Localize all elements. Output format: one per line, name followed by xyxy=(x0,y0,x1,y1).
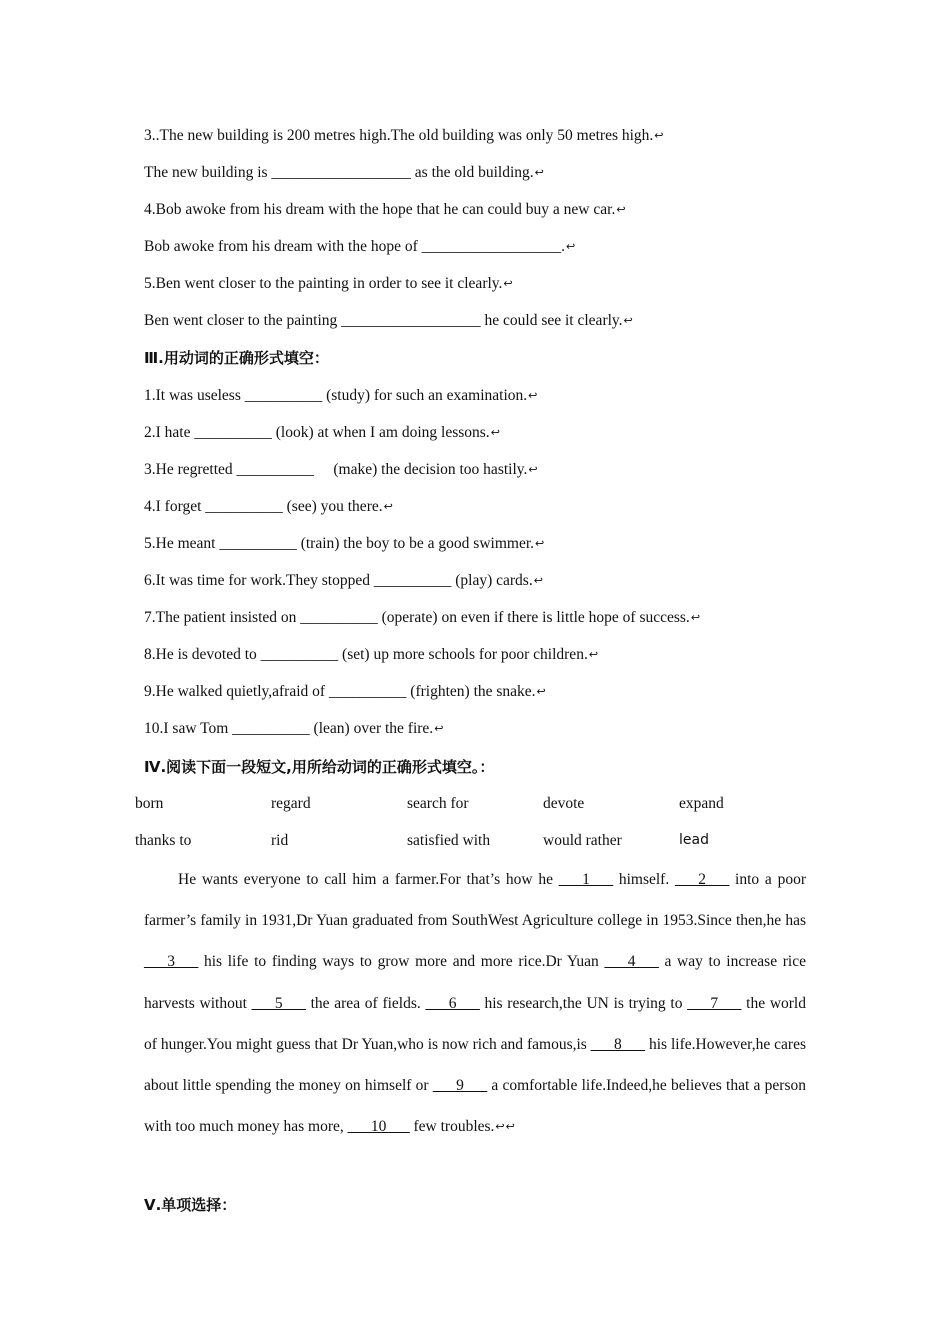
word-bank-item: would rather xyxy=(543,832,622,849)
paragraph-mark-icon: ↩ xyxy=(503,277,513,290)
verb-item-9: 9.He walked quietly,afraid of __________ (frighten) the snake.↩ xyxy=(144,683,546,700)
section-heading-5: Ⅴ.单项选择： xyxy=(144,1196,237,1214)
paragraph-mark-icon: ↩ xyxy=(383,500,393,513)
verb-item-2: 2.I hate __________ (look) at when I am doing lessons.↩ xyxy=(144,424,500,441)
verb-item-1: 1.It was useless __________ (study) for such an examination.↩ xyxy=(144,387,538,404)
cloze-blank-3[interactable]: ___3___ xyxy=(144,953,199,971)
cloze-passage: He wants everyone to call him a farmer.For that’s how he ___1___ himself. ___2___ into a poor farmer’s family in 1931,Dr Yuan graduated from SouthWest Agriculture college in 1953.Since then,he has ___3___ his life to finding ways to grow more and more rice.Dr Yuan ___4___ a way to increase rice harvests without ___5___ the area of fields. ___6___ his research,the UN is trying to ___7___ the world of hunger.You might guess that Dr Yuan,who is now rich and famous,is ___8___ his life.However,he cares about little spending the money on himself or ___9___ a comfortable life.Indeed,he believes that a person with too much money has more, ___10___ few troubles.↩↩ xyxy=(144,859,806,1147)
rewrite-item-5: 5.Ben went closer to the painting in order to see it clearly.↩ xyxy=(144,275,513,292)
paragraph-mark-icon: ↩ xyxy=(533,574,543,587)
cloze-blank-1[interactable]: ___1___ xyxy=(558,871,614,888)
word-bank-item: rid xyxy=(271,832,289,849)
section-heading-3: Ⅲ.用动词的正确形式填空： xyxy=(144,349,329,367)
cloze-blank-8[interactable]: ___8___ xyxy=(590,1035,646,1053)
cloze-blank-10[interactable]: ___10___ xyxy=(347,1118,410,1136)
paragraph-mark-icon: ↩ xyxy=(434,722,444,735)
rewrite-item-4: 4.Bob awoke from his dream with the hope that he can could buy a new car.↩ xyxy=(144,201,626,218)
verb-item-3: 3.He regretted __________ (make) the decision too hastily.↩ xyxy=(144,461,538,478)
word-bank-item: regard xyxy=(271,795,311,812)
rewrite-item-3-answer: The new building is __________________ as the old building.↩ xyxy=(144,164,544,181)
verb-item-10: 10.I saw Tom __________ (lean) over the fire.↩ xyxy=(144,720,444,737)
section-heading-4: Ⅳ.阅读下面一段短文,用所给动词的正确形式填空。： xyxy=(144,758,495,776)
word-bank-item: lead xyxy=(679,832,709,848)
word-bank-item: devote xyxy=(543,795,585,812)
paragraph-mark-icon: ↩ xyxy=(528,463,538,476)
word-bank-item: search for xyxy=(407,795,469,812)
paragraph-mark-icon: ↩ xyxy=(534,166,544,179)
paragraph-mark-icon: ↩ xyxy=(536,685,546,698)
word-bank-item: expand xyxy=(679,795,724,812)
rewrite-item-4-answer: Bob awoke from his dream with the hope of __________________.↩ xyxy=(144,238,576,255)
paragraph-mark-icon: ↩ xyxy=(566,240,576,253)
paragraph-mark-icon: ↩ xyxy=(505,1120,515,1134)
paragraph-mark-icon: ↩ xyxy=(654,129,664,142)
cloze-blank-9[interactable]: ___9___ xyxy=(432,1077,488,1095)
paragraph-mark-icon: ↩ xyxy=(528,389,538,402)
rewrite-item-5-answer: Ben went closer to the painting __________________ he could see it clearly.↩ xyxy=(144,312,633,329)
rewrite-item-3: 3..The new building is 200 metres high.The old building was only 50 metres high.↩ xyxy=(144,127,664,144)
paragraph-mark-icon: ↩ xyxy=(490,426,500,439)
cloze-blank-2[interactable]: ___2___ xyxy=(675,871,730,888)
cloze-blank-7[interactable]: ___7___ xyxy=(687,994,742,1012)
word-bank-item: satisfied with xyxy=(407,832,491,849)
verb-item-7: 7.The patient insisted on __________ (operate) on even if there is little hope of success.↩ xyxy=(144,609,701,626)
verb-item-4: 4.I forget __________ (see) you there.↩ xyxy=(144,498,393,515)
cloze-blank-4[interactable]: ___4___ xyxy=(604,953,659,971)
verb-item-8: 8.He is devoted to __________ (set) up more schools for poor children.↩ xyxy=(144,646,599,663)
paragraph-mark-icon: ↩ xyxy=(535,537,545,550)
word-bank-item: thanks to xyxy=(135,832,192,849)
paragraph-mark-icon: ↩ xyxy=(495,1120,505,1134)
cloze-blank-5[interactable]: ___5___ xyxy=(251,994,306,1012)
verb-item-5: 5.He meant __________ (train) the boy to be a good swimmer.↩ xyxy=(144,535,545,552)
cloze-blank-6[interactable]: ___6___ xyxy=(425,994,480,1012)
paragraph-mark-icon: ↩ xyxy=(588,648,599,661)
word-bank-item: born xyxy=(135,795,164,812)
paragraph-mark-icon: ↩ xyxy=(616,203,626,216)
verb-item-6: 6.It was time for work.They stopped __________ (play) cards.↩ xyxy=(144,572,543,589)
paragraph-mark-icon: ↩ xyxy=(623,314,633,327)
paragraph-mark-icon: ↩ xyxy=(690,611,701,624)
